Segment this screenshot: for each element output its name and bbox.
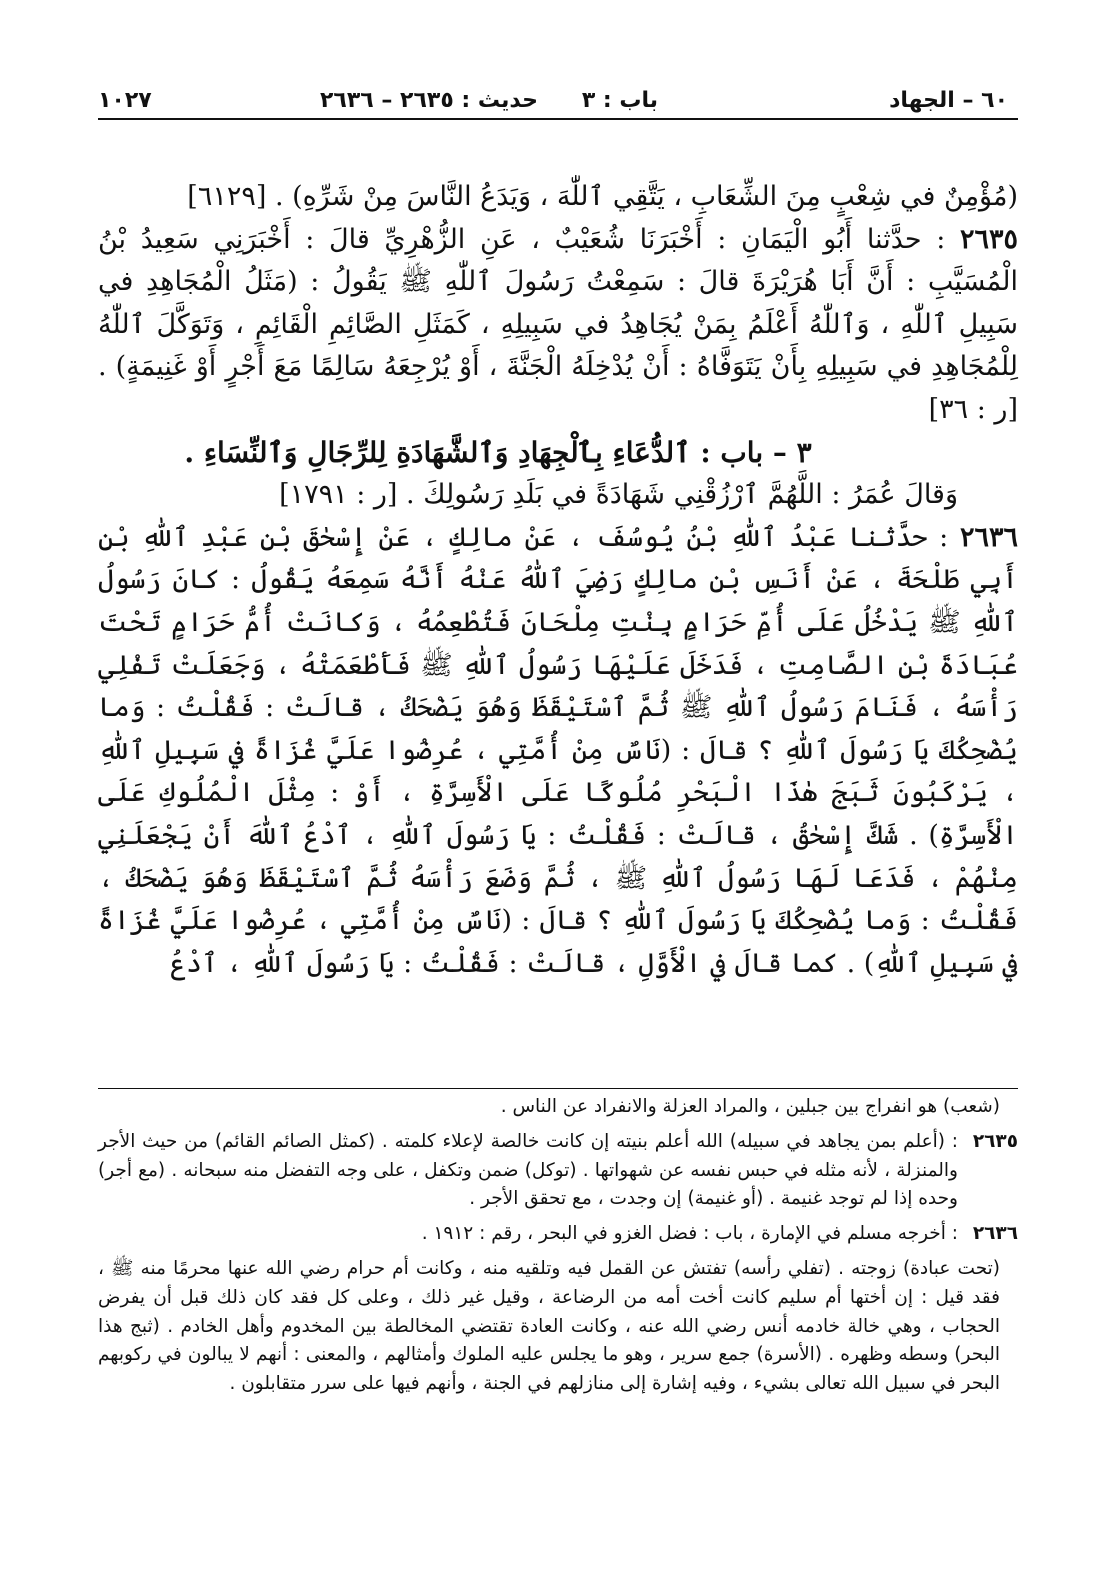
hadith-2636-number: ٢٦٣٦	[959, 521, 1018, 553]
running-header	[98, 78, 1018, 120]
hadith-2635	[98, 219, 1018, 432]
bab-heading: ٣ – باب : ٱلدُّعَاءِ بِٱلْجِهَادِ وَٱلشَّهَادَةِ لِلرِّجَالِ وَٱلنِّسَاءِ .	[184, 435, 812, 469]
chapter-title: ٦٠ – الجهاد	[889, 88, 1008, 113]
bab-label: باب : ٣	[581, 88, 658, 113]
opening-text: (مُؤْمِنٌ في شِعْبٍ مِنَ الشِّعَابِ ، يَتَّقِي ٱللّٰهَ ، وَيَدَعُ النَّاسَ مِنْ شَرِّهِ) . [٦١٢٩]	[187, 181, 1018, 212]
hadith-2636	[98, 517, 1018, 986]
main-text	[98, 176, 1018, 985]
page-number: ١٠٢٧	[98, 88, 152, 113]
footnote-2635-number: ٢٦٣٥	[972, 1130, 1018, 1152]
footnote-2636-number: ٢٦٣٦	[972, 1223, 1018, 1245]
footnote-2636-explanation: (تحت عبادة) زوجته . (تفلي رأسه) تفتش عن القمل فيه وتلقيه منه ، وكانت أم حرام رضي الله عنها محرمًا منه ﷺ ، فقد قيل : إن أختها أم سليم كانت أخت أمه من الرضاعة ، وقيل غير ذلك ، وعلى كل فقد كان ذلك قبل أن يفرض الحجاب ، وهي خالة خادمه أنس رضي الله عنه ، وكانت العادة تقتضي المخالطة بين المخدوم وأهل الخادم . (ثبج هذا البحر) وسطه وظهره . (الأسرة) جمع سرير ، وهو ما يجلس عليه الملوك وأمثالهم ، والمعنى : أنهم لا يبالون في ركوبهم البحر في سبيل الله تعالى بشيء ، وفيه إشارة إلى منازلهم في الجنة ، وأنهم فيها على سرر متقابلون .	[98, 1257, 1000, 1395]
hadith-2635-text: : حدَّثنا أَبُو الْيَمَانِ : أَخْبَرَنَا شُعَيْبٌ ، عَنِ الزُّهْرِيِّ قالَ : أَخْبَرَنِي سَعِيدُ بْنُ الْمُسَيَّبِ : أَنَّ أَبَا هُرَيْرَةَ قالَ : سَمِعْتُ رَسُولَ ٱللّٰهِ ﷺ يَقُولُ : (مَثَلُ الْمُجَاهِدِ في سَبِيلِ ٱللّٰهِ ، وَٱللّٰهُ أَعْلَمُ بِمَنْ يُجَاهِدُ في سَبِيلِهِ ، كَمَثَلِ الصَّائِمِ الْقَائِمِ ، وَتَوَكَّلَ ٱللّٰهُ لِلْمُجَاهِدِ في سَبِيلِهِ بِأَنْ يَتَوَفَّاهُ : أَنْ يُدْخِلَهُ الْجَنَّةَ ، أَوْ يُرْجِعَهُ سَالِمًا مَعَ أَجْرٍ أَوْ غَنِيمَةٍ) . [ر : ٣٦]	[98, 223, 1018, 425]
footnote-2636	[98, 1220, 1018, 1249]
footnote-2636-text: : أخرجه مسلم في الإمارة ، باب : فضل الغزو في البحر ، رقم : ١٩١٢ .	[421, 1223, 958, 1245]
book-page	[98, 78, 1018, 1518]
umar-quote: وَقالَ عُمَرُ : اللَّهُمَّ ٱرْزُقْنِي شَهَادَةً في بَلَدِ رَسُولِكَ . [ر : ١٧٩١]	[279, 479, 958, 511]
gloss-shib: (شعب) هو انفراج بين جبلين ، والمراد العزلة والانفراد عن الناس .	[500, 1096, 1000, 1117]
footnote-2635	[98, 1128, 1018, 1214]
opening-continuation: مُؤْمِنٌ في شِعْبٍ مِنَ الشِّعَابِ ، يَتَّقِي ٱللّٰهَ ، وَيَدَعُ النَّاسَ مِنْ شَرِّهِ) . [٦١٢٩]	[187, 181, 1008, 212]
hadith-2636-text: : حدَّثنا عَبْدُ ٱللّٰهِ بْنُ يُوسُفَ ، عَنْ مالِكٍ ، عَنْ إِسْحٰقَ بْنِ عَبْدِ ٱللّٰهِ بْنِ أَبِي طَلْحَةَ ، عَنْ أَنَسِ بْنِ مالِكٍ رَضِيَ ٱللّٰهُ عَنْهُ أَنَّهُ سَمِعَهُ يَقُولُ : كانَ رَسُولُ ٱللّٰهِ ﷺ يَدْخُلُ عَلَى أُمِّ حَرَامٍ بِنْتِ مِلْحَانَ فَتُطْعِمُهُ ، وَكانَتْ أُمُّ حَرَامٍ تَحْتَ عُبَادَةَ بْنِ الصَّامِتِ ، فَدَخَلَ عَلَيْهَا رَسُولُ ٱللّٰهِ ﷺ فَأَطْعَمَتْهُ ، وَجَعَلَتْ تَفْلِي رَأْسَهُ ، فَنَامَ رَسُولُ ٱللّٰهِ ﷺ ثُمَّ ٱسْتَيْقَظَ وَهُوَ يَضْحَكُ ، قالَتْ : فَقُلْتُ : وَما يُضْحِكُكَ يَا رَسُولَ ٱللّٰهِ ؟ قالَ : (نَاسٌ مِنْ أُمَّتِي ، عُرِضُوا عَلَيَّ غُزَاةً في سَبِيلِ ٱللّٰهِ ، يَرْكَبُونَ ثَبَجَ هٰذَا الْبَحْرِ مُلُوكًا عَلَى الْأَسِرَّةِ ، أَوْ : مِثْلَ الْمُلُوكِ عَلَى الْأَسِرَّةِ) . شَكَّ إِسْحٰقُ ، قالَتْ : فَقُلْتُ : يَا رَسُولَ ٱللّٰهِ ، ٱدْعُ ٱللّٰهَ أَنْ يَجْعَلَنِي مِنْهُمْ ، فَدَعَا لَهَا رَسُولُ ٱللّٰهِ ﷺ ، ثُمَّ وَضَعَ رَأْسَهُ ثُمَّ ٱسْتَيْقَظَ وَهُوَ يَضْحَكُ ، فَقُلْتُ : وَما يُضْحِكُكَ يَا رَسُولَ ٱللّٰهِ ؟ قالَ : (نَاسٌ مِنْ أُمَّتِي ، عُرِضُوا عَلَيَّ غُزَاةً في سَبِيلِ ٱللّٰهِ) . كما قالَ في الْأَوَّلِ ، قالَتْ : فَقُلْتُ : يَا رَسُولَ ٱللّٰهِ ، ٱدْعُ	[98, 521, 1018, 979]
footnote-2635-text: : (أعلم بمن يجاهد في سبيله) الله أعلم بنيته إن كانت خالصة لإعلاء كلمته . (كمثل الصائم القائم) من حيث الأجر والمنزلة ، لأنه مثله في حبس نفسه عن شهواتها . (توكل) ضمن وتكفل ، على وجه التفضل منه سبحانه . (مع أجر) وحده إذا لم توجد غنيمة . (أو غنيمة) إن وجدت ، مع تحقق الأجر .	[98, 1130, 958, 1210]
hadith-2635-number: ٢٦٣٥	[959, 223, 1018, 255]
footnotes	[98, 1088, 1018, 1399]
hadith-range: حديث : ٢٦٣٥ – ٢٦٣٦	[320, 88, 538, 113]
footnote-rule	[98, 1088, 1018, 1089]
